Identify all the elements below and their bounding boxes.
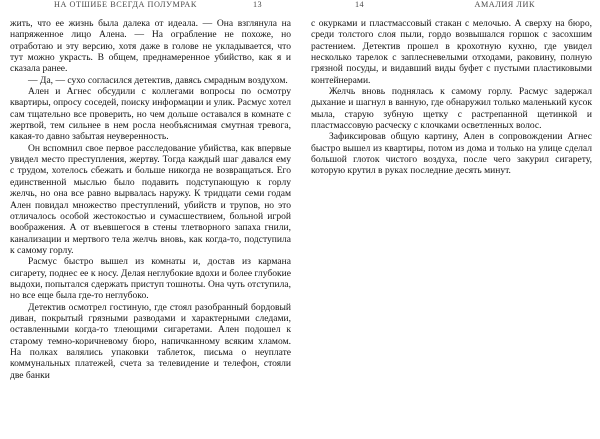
- text-block-right: [311, 17, 592, 177]
- page-right: [300, 0, 600, 439]
- running-head-title-right: АМАЛИЯ ЛИК: [474, 0, 535, 9]
- paragraph: Ален и Агнес обсудили с коллегами вопросы по осмотру квартиры, опросу соседей, поиску информации и улик. Расмус хотел сам тщательно все проверить, но чем дольше оставался в комнате с жертвой, тем сильнее в нем росла необъяснимая смутная тревога, какая-то давно забытая неуверенность.: [10, 86, 291, 143]
- running-head-left: [10, 0, 291, 17]
- paragraph: жить, что ее жизнь была далека от идеала. — Она взглянула на напряженное лицо Алена. — На ограбление не похоже, но отработаю и эту версию, хотя даже в голове не укладывается, что тут можно украсть. В общем, преднамеренное убийство, как я и сказала ранее.: [10, 18, 291, 75]
- paragraph: Детектив осмотрел гостиную, где стоял разобранный бордовый диван, покрытый грязными разводами и характерными следами, оставленными когда-то тлеющими сигаретами. Ален подошел к старому темно-коричневому бюро, напичканному всяким хламом. На полках валялись упаковки таблеток, письма о неуплате коммунальных платежей, счета за телевидение и телефон, стояли две банки: [10, 301, 291, 381]
- running-head-right: [311, 0, 592, 17]
- paragraph: Желчь вновь поднялась к самому горлу. Расмус задержал дыхание и шагнул в ванную, где обнаружил только маленький кусок мыла, старую зубную щетку с растрепанной щетинкой и пластмассовую расческу с клочками осветленных волос.: [311, 86, 592, 132]
- paragraph: Он вспомнил свое первое расследование убийства, как впервые увидел место преступления, жертву. Тогда каждый шаг давался ему с трудом, хотелось сбежать и больше никогда не возвращаться. Его единственной мыслью было подавить подступающую к горлу желчь, но она все равно вырвалась наружу. К тридцати семи годам Ален повидал множество преступлений, убийств и трупов, но это отличалось особой жестокостью и сумасшествием, больной игрой воображения. А от въевшегося в стены тлетворного запаха гнили, канализации и мертвого тела желчь вновь, как когда-то, подступила к самому горлу.: [10, 142, 291, 256]
- paragraph: Расмус быстро вышел из комнаты и, достав из кармана сигарету, поднес ее к носу. Делая неглубокие вдохи и более глубокие выдохи, попытался сдержать приступ тошноты. Она чуть отступила, но все еще была где-то неглубоко.: [10, 256, 291, 302]
- paragraph: с окурками и пластмассовый стакан с мелочью. А сверху на бюро, среди толстого слоя пыли, гордо возвышался горшок с засохшим растением. Детектив прошел в крохотную кухню, где увидел несколько тарелок с заплесневелыми отходами, раковину, полную грязной посуды, и видавший виды буфет с пустыми пластиковыми контейнерами.: [311, 18, 592, 86]
- page-number-right: 14: [355, 0, 364, 9]
- paragraph: Зафиксировав общую картину, Ален в сопровождении Агнес быстро вышел из квартиры, потом из дома и только на улице сделал большой глоток чистого воздуха, после чего закурил сигарету, которую крутил в руках последние десять минут.: [311, 131, 592, 177]
- text-block-left: [10, 17, 291, 381]
- page-number-left: 13: [253, 0, 262, 9]
- paragraph: — Да, — сухо согласился детектив, давясь смрадным воздухом.: [28, 74, 288, 86]
- running-head-title-left: НА ОТШИБЕ ВСЕГДА ПОЛУМРАК: [54, 0, 197, 9]
